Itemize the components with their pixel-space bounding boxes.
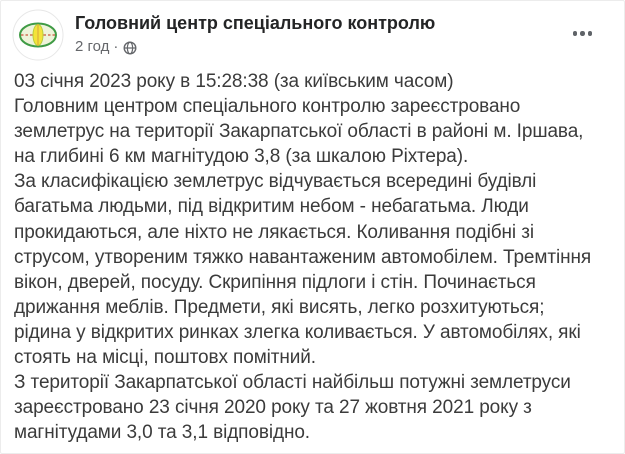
more-options-button[interactable]	[569, 25, 597, 42]
post-text-paragraph: З території Закарпатської області найбільш потужні землетруси зареєстровано 23 січня 2020 року та 27 жовтня 2021 року з магнітудами 3,0 та 3,1 відповідно.	[14, 372, 571, 444]
post-text-paragraph: За класифікацією землетрус відчувається всередині будівлі багатьма людьми, під відкритим небом - небагатьма. Люди прокидаються, але ніхто не лякається. Коливання подібні зі струсом, утвореним тяжко навантаженим автомобілем. Тремтіння вікон, дверей, посуду. Скрипіння підлоги і стін. Починається дрижання меблів. Предмети, які висять, легко розхитуються; рідина у відкритих ринках злегка коливається. У автомобілях, які стоять на місці, поштовх помітний.	[14, 171, 592, 369]
page-avatar[interactable]	[12, 9, 64, 61]
post-meta-row	[75, 38, 435, 56]
page-name-link[interactable]: Головний центр спеціального контролю	[75, 13, 436, 33]
post-body	[1, 63, 624, 445]
ellipsis-dot	[580, 31, 585, 36]
post-header	[1, 1, 624, 63]
post-timestamp[interactable]: 2 год	[75, 38, 110, 55]
ellipsis-dot	[573, 31, 578, 36]
ellipsis-dot	[588, 31, 593, 36]
post-text-paragraph: Головним центром спеціального контролю зареєстровано землетрус на території Закарпатської області в районі м. Іршава, на глибині 6 км магнітудою 3,8 (за шкалою Ріхтера).	[14, 96, 584, 168]
globe-icon	[123, 41, 137, 55]
meta-separator: ·	[113, 38, 119, 55]
post-header-text	[75, 9, 435, 56]
gcsk-logo-icon	[12, 9, 64, 61]
post-text-paragraph: 03 січня 2023 року в 15:28:38 (за київським часом)	[14, 71, 454, 92]
